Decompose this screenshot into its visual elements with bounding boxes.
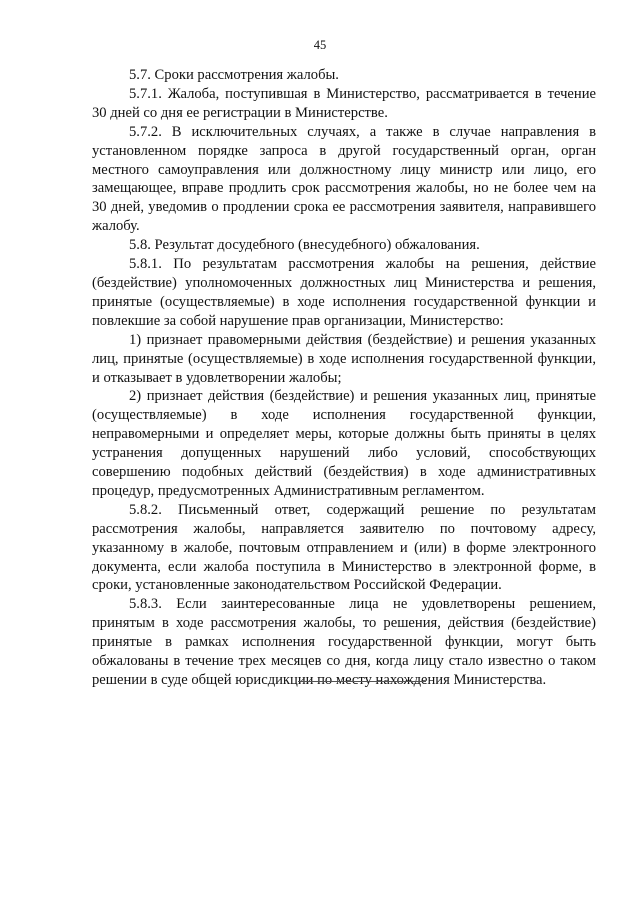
document-body <box>92 66 596 690</box>
section-heading-5-7: 5.7. Сроки рассмотрения жалобы. <box>129 67 339 83</box>
page-number: 45 <box>313 38 327 52</box>
paragraph-5-8-1: 5.8.1. По результатам рассмотрения жалобы на решения, действие (бездействие) уполномоченных должностных лиц Министерства и решения, принятые (осуществляемые) в ходе исполнения государственной функции и повлекшие за собой нарушение прав организации, Министерство: <box>92 256 596 329</box>
paragraph-5-8-3: 5.8.3. Если заинтересованные лица не удовлетворены решением, принятым в ходе рассмотрения жалобы, то решения, действия (бездействие) принятые в рамках исполнения государственной функции, могут быть обжалованы в течение трех месяцев со дня, когда лицу стало известно о таком решении в суде общей юрисдикции по месту нахождения Министерства. <box>92 596 596 688</box>
list-item-1: 1) признает правомерными действия (бездействие) и решения указанных лиц, принятые (осуществляемые) в ходе исполнения государственной функции, и отказывает в удовлетворении жалобы; <box>92 331 596 386</box>
paragraph-5-7-2: 5.7.2. В исключительных случаях, а также в случае направления в установленном порядке запроса в другой государственный орган, орган местного самоуправления или должностному лицу министр или лицо, его замещающее, вправе продлить срок рассмотрения жалобы, но не более чем на 30 дней, уведомив о продлении срока ее рассмотрения заявителя, направившего жалобу. <box>92 123 596 235</box>
paragraph-5-7-1: 5.7.1. Жалоба, поступившая в Министерство, рассматривается в течение 30 дней со дня ее регистрации в Министерстве. <box>92 85 596 121</box>
paragraph-5-8-2: 5.8.2. Письменный ответ, содержащий решение по результатам рассмотрения жалобы, направляется заявителю по почтовому адресу, указанному в жалобе, почтовым отправлением и (или) в форме электронного документа, если жалоба поступила в Министерство в электронной форме, в сроки, установленные законодательством Российской Федерации. <box>92 501 596 594</box>
section-heading-5-8: 5.8. Результат досудебного (внесудебного) обжалования. <box>129 237 480 254</box>
end-divider <box>298 681 426 682</box>
list-item-2: 2) признает действия (бездействие) и решения указанных лиц, принятые (осуществляемые) в ходе исполнения государственной функции, неправомерными и определяет меры, которые должны быть приняты в целях устранения допущенных нарушений либо условий, способствующих совершению подобных действий (бездействия) в ходе административных процедур, предусмотренных Административным регламентом. <box>92 388 596 499</box>
